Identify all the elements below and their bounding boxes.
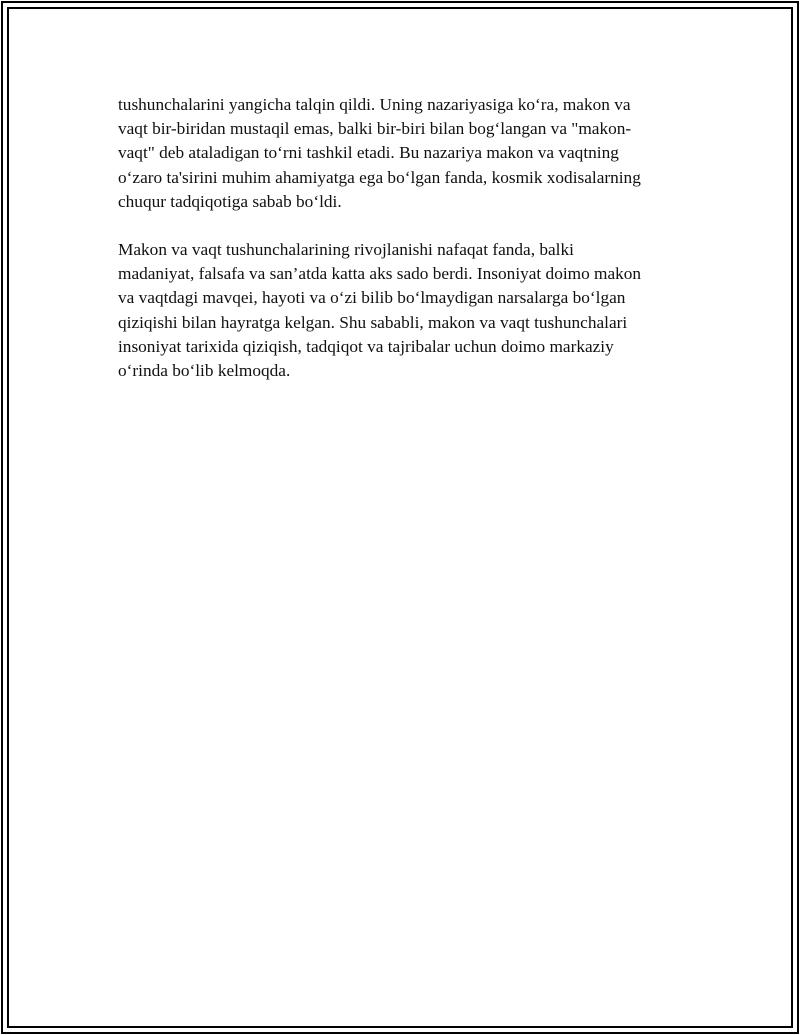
- paragraph-1: tushunchalarini yangicha talqin qildi. Uning nazariyasiga ko‘ra, makon va vaqt bir-biridan mustaqil emas, balki bir-biri bilan bog‘langan va "makon- vaqt" deb ataladigan to‘rni tashkil etadi. Bu nazariya makon va vaqtning o‘zaro ta'sirini muhim ahamiyatga ega bo‘lgan fanda, kosmik xodisalarning chuqur tadqiqotiga sabab bo‘ldi.: [118, 95, 641, 211]
- document-body: [118, 93, 688, 407]
- paragraph-2: Makon va vaqt tushunchalarining rivojlanishi nafaqat fanda, balki madaniyat, falsafa va san’atda katta aks sado berdi. Insoniyat doimo makon va vaqtdagi mavqei, hayoti va o‘zi bilib bo‘lmaydigan narsalarga bo‘lgan qiziqishi bilan hayratga kelgan. Shu sababli, makon va vaqt tushunchalari insoniyat tarixida qiziqish, tadqiqot va tajribalar uchun doimo markaziy o‘rinda bo‘lib kelmoqda.: [118, 240, 642, 381]
